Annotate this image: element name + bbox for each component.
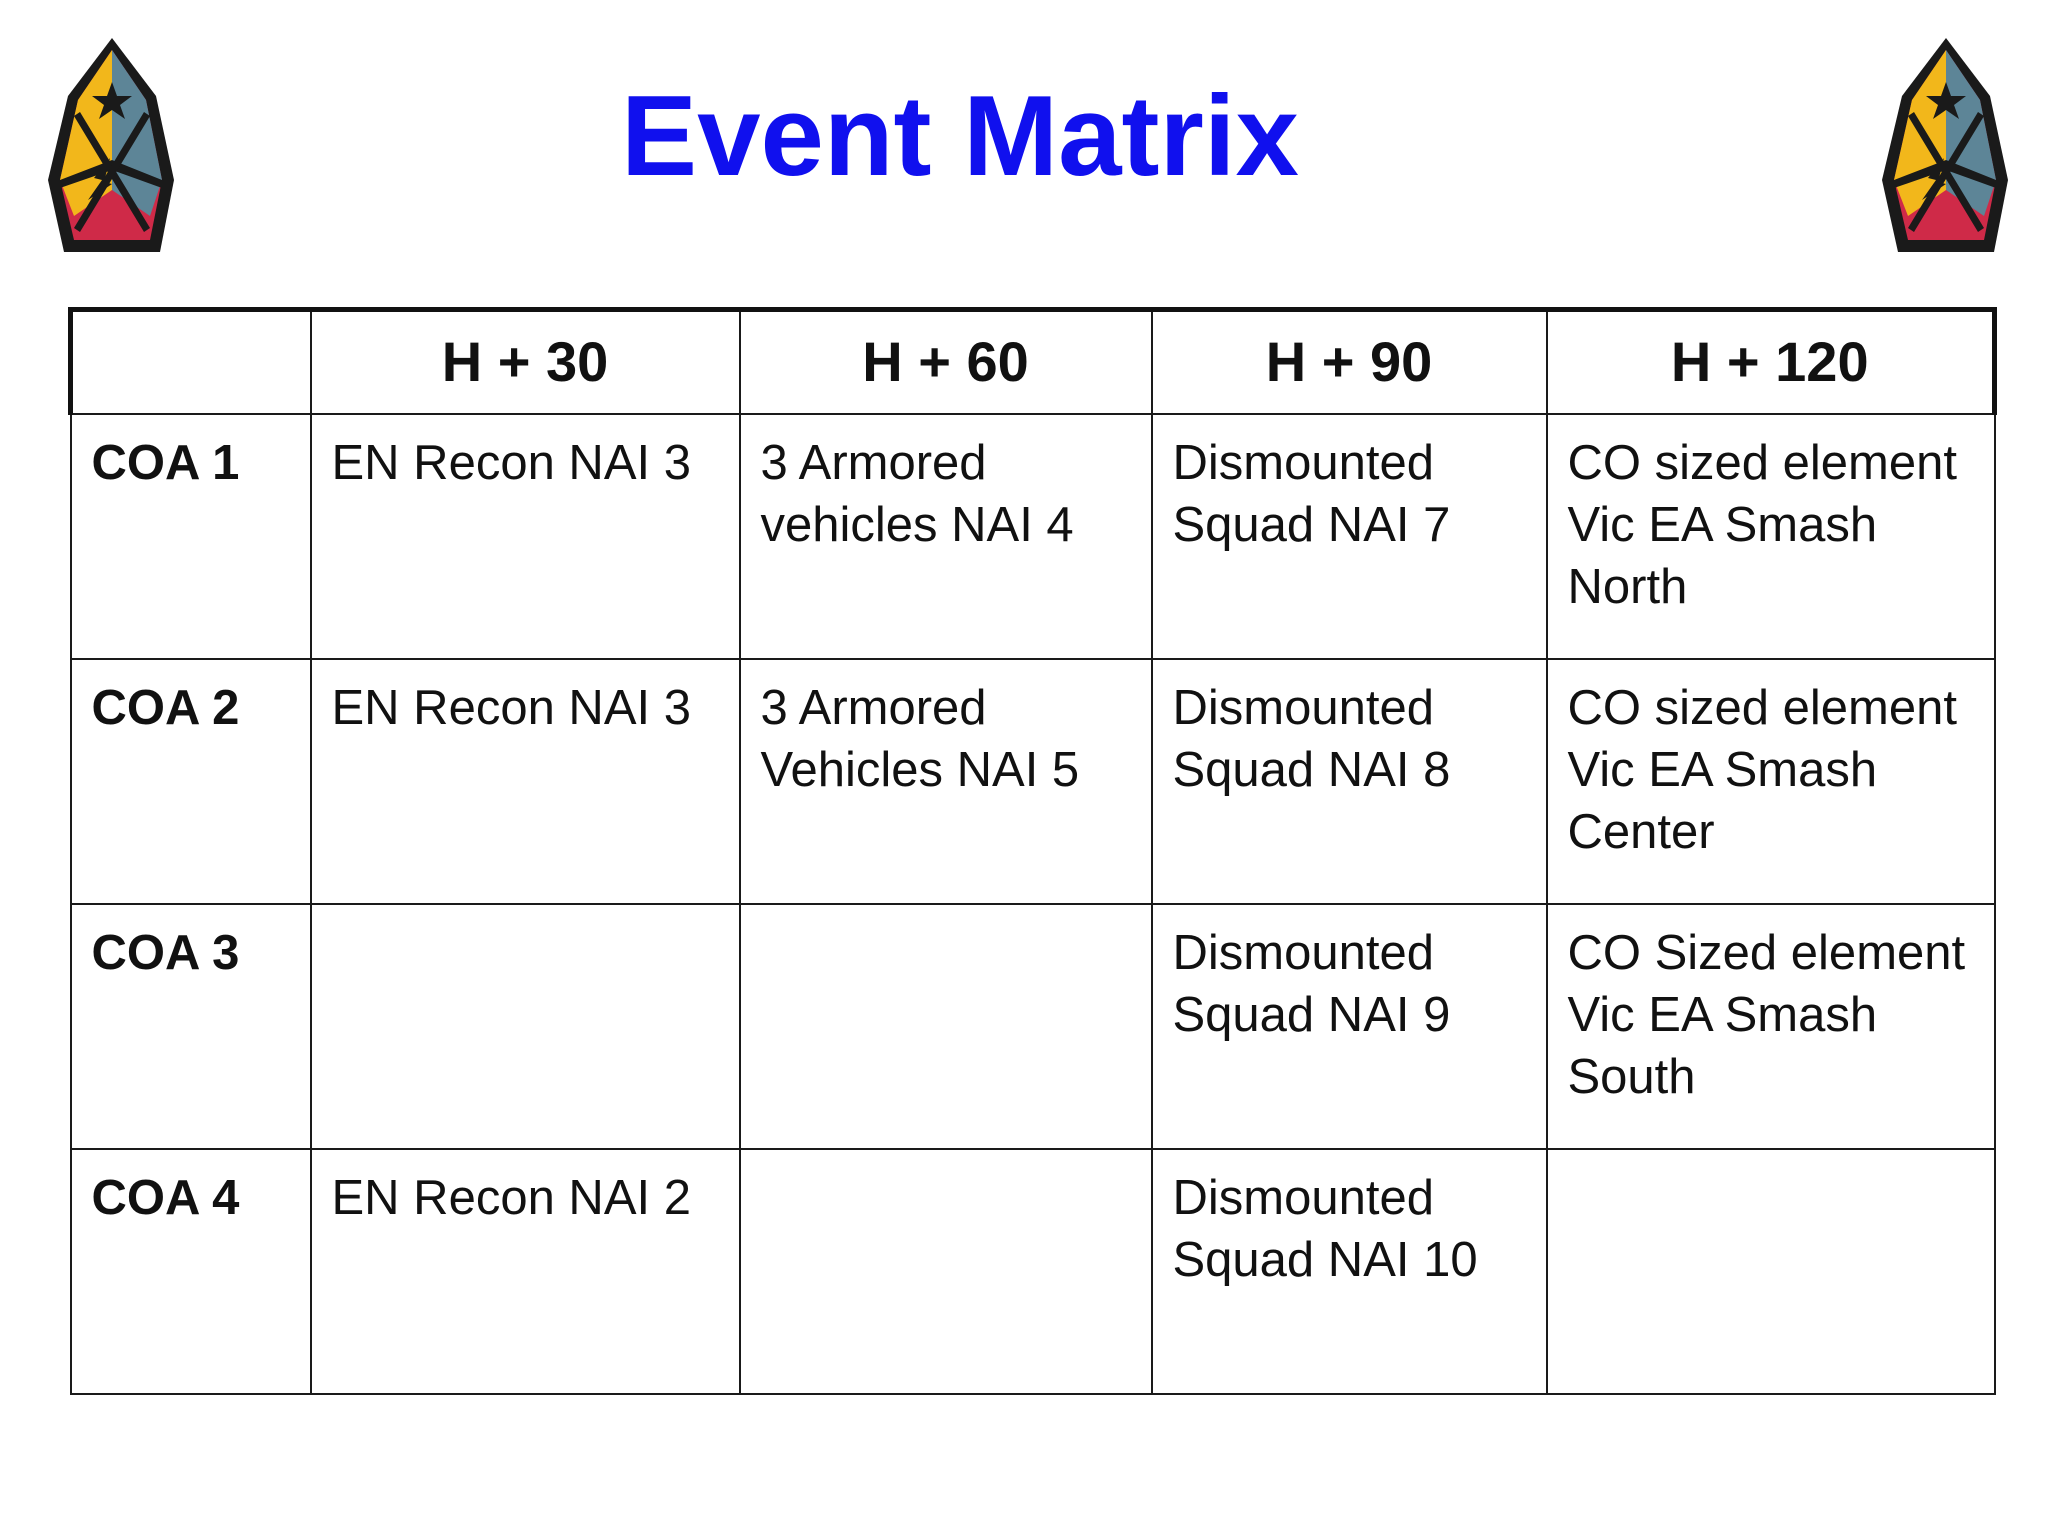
row-label: COA 3 [71, 904, 311, 1149]
table-row [71, 659, 1995, 904]
table-cell [740, 904, 1152, 1149]
header-row [71, 310, 1995, 415]
table-row [71, 1149, 1995, 1394]
header-h90: H + 90 [1152, 310, 1547, 415]
table-cell: Dismounted Squad NAI 7 [1152, 414, 1547, 659]
table-row [71, 904, 1995, 1149]
event-matrix-table [68, 307, 1997, 1395]
table-cell: Dismounted Squad NAI 10 [1152, 1149, 1547, 1394]
table-cell: CO Sized element Vic EA Smash South [1547, 904, 1995, 1149]
table-cell: CO sized element Vic EA Smash Center [1547, 659, 1995, 904]
header-h120: H + 120 [1547, 310, 1995, 415]
table-cell: EN Recon NAI 3 [311, 659, 740, 904]
table-cell: CO sized element Vic EA Smash North [1547, 414, 1995, 659]
table-cell: EN Recon NAI 2 [311, 1149, 740, 1394]
header-h30: H + 30 [311, 310, 740, 415]
table-cell: Dismounted Squad NAI 8 [1152, 659, 1547, 904]
row-label: COA 1 [71, 414, 311, 659]
row-label: COA 2 [71, 659, 311, 904]
table-cell: 3 Armored Vehicles NAI 5 [740, 659, 1152, 904]
row-label: COA 4 [71, 1149, 311, 1394]
header-h60: H + 60 [740, 310, 1152, 415]
table-cell [311, 904, 740, 1149]
table-cell: 3 Armored vehicles NAI 4 [740, 414, 1152, 659]
table-cell: EN Recon NAI 3 [311, 414, 740, 659]
unit-insignia-icon [1866, 30, 2026, 280]
header-corner-cell [71, 310, 311, 415]
table-cell [1547, 1149, 1995, 1394]
slide-title: Event Matrix [621, 73, 1299, 200]
unit-insignia-icon [32, 30, 192, 280]
table-cell [740, 1149, 1152, 1394]
table-row [71, 414, 1995, 659]
table-cell: Dismounted Squad NAI 9 [1152, 904, 1547, 1149]
